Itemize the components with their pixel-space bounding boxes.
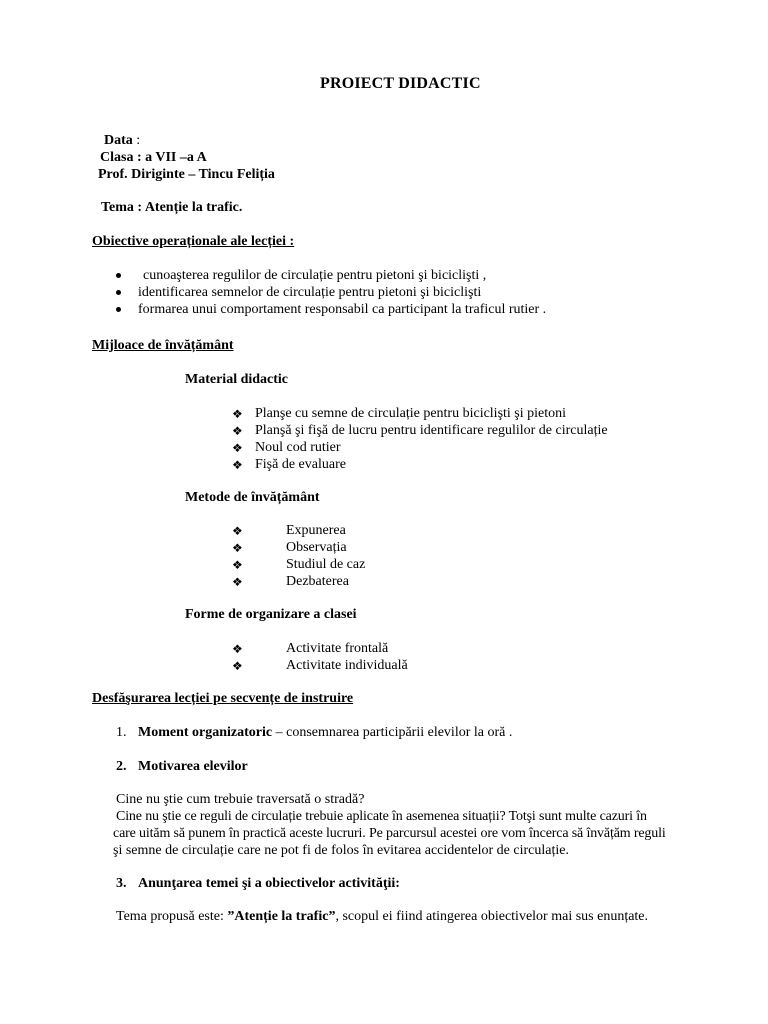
bullet-icon — [116, 273, 121, 278]
step-2-paragraph-line: Cine nu ştie ce reguli de circulație trebuie aplicate în asemenea situații? Totşi sunt multe cazuri în — [116, 809, 647, 824]
sequence-heading: Desfăşurarea lecției pe secvențe de instruire — [92, 691, 354, 706]
page-title: PROIECT DIDACTIC — [320, 75, 481, 92]
date-label: Data — [104, 133, 133, 148]
form-item: Activitate individuală — [286, 658, 408, 673]
topic-line: Tema : Atenție la trafic. — [101, 200, 243, 215]
step-2-title: Motivarea elevilor — [138, 759, 248, 774]
step-2-paragraph-line: care uităm să punem în practică aceste lucruri. Pe parcursul acestei ore vom încerca să învățăm reguli — [113, 826, 666, 841]
step-1-text: – consemnarea participării elevilor la oră . — [272, 725, 513, 740]
method-item: Observația — [286, 540, 347, 555]
method-item: Dezbaterea — [286, 574, 349, 589]
step-3-pre: Tema propusă este: — [116, 909, 228, 924]
diamond-bullet-icon: ❖ — [232, 541, 243, 555]
bullet-icon — [116, 290, 121, 295]
diamond-bullet-icon: ❖ — [232, 524, 243, 538]
step-3-text — [116, 909, 648, 925]
step-2-question: Cine nu ştie cum trebuie traversată o stradă? — [116, 792, 365, 807]
step-1 — [138, 725, 512, 741]
objective-item: formarea unui comportament responsabil ca participant la traficul rutier . — [138, 302, 547, 317]
diamond-bullet-icon: ❖ — [232, 407, 243, 421]
means-heading: Mijloace de învățământ — [92, 338, 234, 353]
step-2-paragraph — [113, 808, 728, 859]
diamond-bullet-icon: ❖ — [232, 441, 243, 455]
date-line — [104, 133, 140, 149]
material-item: Fişă de evaluare — [255, 457, 346, 472]
diamond-bullet-icon: ❖ — [232, 575, 243, 589]
method-item: Expunerea — [286, 523, 346, 538]
diamond-bullet-icon: ❖ — [232, 642, 243, 656]
step-3-topic: ”Atenție la trafic” — [227, 909, 336, 924]
step-3-number: 3. — [116, 876, 127, 891]
form-item: Activitate frontală — [286, 641, 389, 656]
objectives-heading: Obiective operaționale ale lecției : — [92, 234, 295, 249]
forms-heading: Forme de organizare a clasei — [185, 607, 357, 622]
diamond-bullet-icon: ❖ — [232, 458, 243, 472]
diamond-bullet-icon: ❖ — [232, 558, 243, 572]
diamond-bullet-icon: ❖ — [232, 659, 243, 673]
step-3-title: Anunţarea temei şi a obiectivelor activităţii: — [138, 876, 400, 891]
material-item: Planşe cu semne de circulație pentru biciclişti şi pietoni — [255, 406, 567, 421]
step-2-number: 2. — [116, 759, 127, 774]
objective-item: cunoaşterea regulilor de circulație pentru pietoni şi biciclişti , — [143, 268, 487, 283]
material-item: Noul cod rutier — [255, 440, 341, 455]
method-item: Studiul de caz — [286, 557, 366, 572]
material-item: Planşă şi fişă de lucru pentru identificare regulilor de circulație — [255, 423, 608, 438]
methods-heading: Metode de învățământ — [185, 490, 320, 505]
step-3-post: , scopul ei fiind atingerea obiectivelor mai sus enunțate. — [335, 909, 649, 924]
teacher-line: Prof. Diriginte – Tincu Feliția — [98, 167, 275, 182]
material-heading: Material didactic — [185, 372, 289, 387]
step-1-number: 1. — [116, 725, 127, 740]
step-2-paragraph-line: şi semne de circulație care ne pot fi de folos în evitarea accidentelor de circulație. — [113, 843, 569, 858]
diamond-bullet-icon: ❖ — [232, 424, 243, 438]
bullet-icon — [116, 307, 121, 312]
step-1-title: Moment organizatoric — [138, 725, 273, 740]
objective-item: identificarea semnelor de circulație pentru pietoni şi biciclişti — [138, 285, 482, 300]
date-colon: : — [136, 133, 141, 148]
class-line: Clasa : a VII –a A — [100, 150, 207, 165]
